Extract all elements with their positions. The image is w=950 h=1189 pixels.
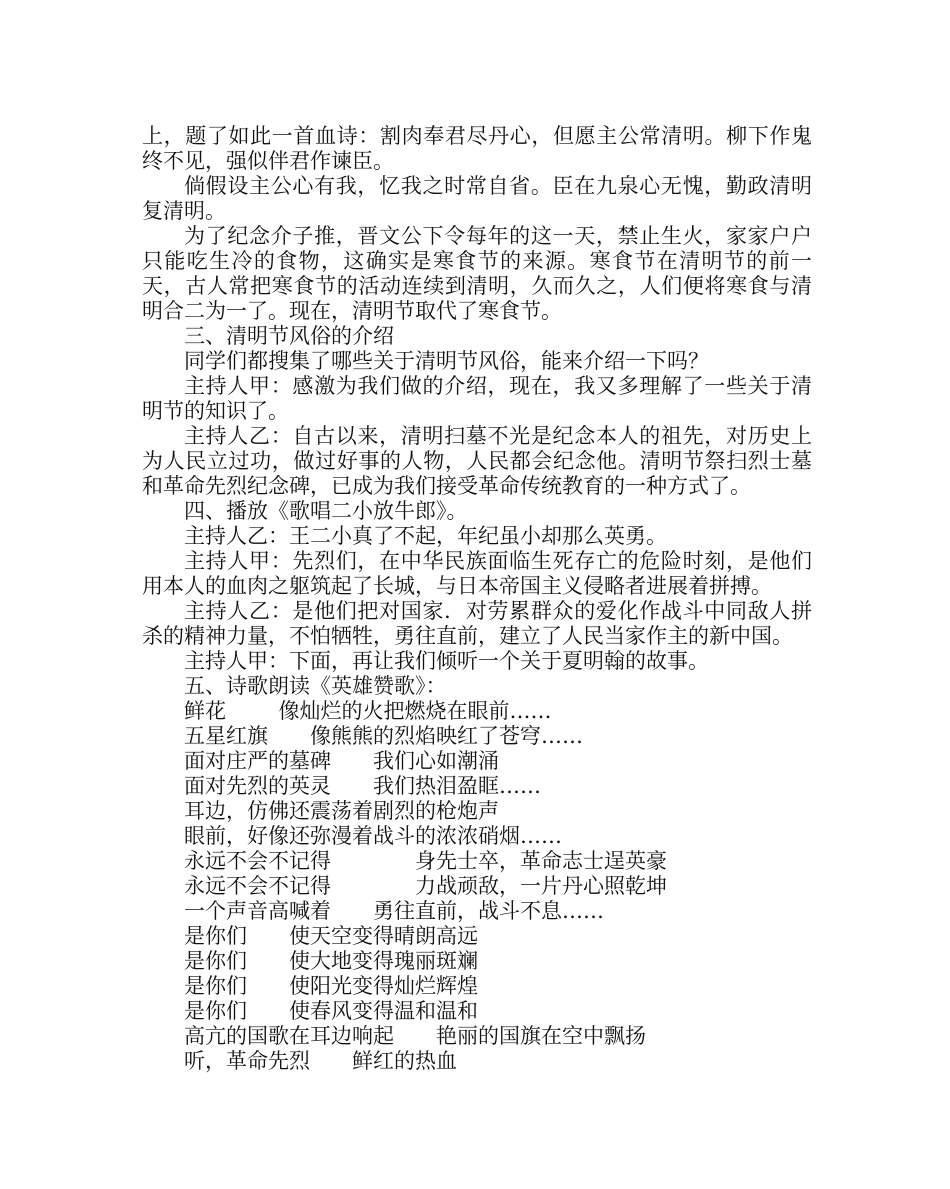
paragraph: 主持人甲：下面，再让我们倾听一个关于夏明翰的故事。 [184,649,709,673]
poem-line [142,899,812,924]
prose-section [142,124,812,699]
poem-line-first-part: 永远不会不记得 [184,874,331,898]
paragraph: 为了纪念介子推，晋文公下令每年的这一天，禁止生火，家家户户只能吃生冷的食物，这确实是寒食节的来源。寒食节在清明节的前一天，古人常把寒食节的活动连续到清明，久而久之，人们便将寒食与清明合二为一了。现在，清明节取代了寒食节。 [142,224,812,323]
poem-line [142,1024,812,1049]
poem-line [142,699,812,724]
poem-line-first-part: 耳边，仿佛还震荡着剧烈的枪炮声 [184,799,499,823]
poem-line [142,874,812,899]
poem-line-first-part: 面对庄严的墓碑 [184,749,331,773]
poem-line-first-part: 听，革命先烈 [184,1049,310,1073]
poem-line-first-part: 是你们 [184,974,247,998]
poem-line-first-part: 永远不会不记得 [184,849,331,873]
paragraph: 主持人乙：王二小真了不起，年纪虽小却那么英勇。 [184,524,667,548]
poem-line-first-part: 是你们 [184,949,247,973]
poem-line [142,949,812,974]
poem-line [142,1049,812,1074]
poem-line [142,799,812,824]
poem-line-second-part: 像灿烂的火把燃烧在眼前…… [278,699,552,723]
poem-line [142,999,812,1024]
poem-line-second-part: 鲜红的热血 [352,1049,457,1073]
poem-section [142,699,812,1074]
paragraph: 同学们都搜集了哪些关于清明节风俗，能来介绍一下吗？ [184,349,709,373]
poem-line-first-part: 是你们 [184,999,247,1023]
poem-line-second-part: 我们热泪盈眶…… [373,774,541,798]
document-page [142,124,812,1074]
poem-line-first-part: 是你们 [184,924,247,948]
paragraph: 倘假设主公心有我，忆我之时常自省。臣在九泉心无愧，勤政清明复清明。 [142,174,812,223]
poem-line-second-part: 使阳光变得灿烂辉煌 [289,974,478,998]
paragraph: 五、诗歌朗读《英雄赞歌》： [184,674,447,698]
poem-line-first-part: 面对先烈的英灵 [184,774,331,798]
poem-line-second-part: 艳丽的国旗在空中飘扬 [436,1024,646,1048]
poem-line-second-part: 勇往直前，战斗不息…… [373,899,604,923]
poem-line [142,924,812,949]
poem-line [142,824,812,849]
paragraph: 主持人乙：自古以来，清明扫墓不光是纪念本人的祖先，对历史上为人民立过功，做过好事的人物，人民都会纪念他。清明节祭扫烈士墓和革命先烈纪念碑，已成为我们接受革命传统教育的一种方式了。 [142,424,812,498]
poem-line [142,774,812,799]
poem-line-second-part: 使天空变得晴朗高远 [289,924,478,948]
paragraph: 上，题了如此一首血诗：割肉奉君尽丹心，但愿主公常清明。柳下作鬼终不见，强似伴君作谏臣。 [142,124,812,173]
poem-line-first-part: 五星红旗 [184,724,268,748]
paragraph: 四、播放《歌唱二小放牛郎》。 [184,499,468,523]
paragraph: 主持人乙：是他们把对国家．对劳累群众的爱化作战斗中同敌人拼杀的精神力量，不怕牺牲，勇往直前，建立了人民当家作主的新中国。 [142,599,812,648]
paragraph: 三、清明节风俗的介绍 [184,324,394,348]
poem-line-second-part: 使大地变得瑰丽斑斓 [289,949,478,973]
poem-line [142,974,812,999]
poem-line-second-part: 使春风变得温和温和 [289,999,478,1023]
poem-line [142,749,812,774]
poem-line-second-part: 我们心如潮涌 [373,749,499,773]
poem-line-first-part: 一个声音高喊着 [184,899,331,923]
poem-line-first-part: 鲜花 [184,699,226,723]
paragraph: 主持人甲：感激为我们做的介绍，现在，我又多理解了一些关于清明节的知识了。 [142,374,812,423]
poem-line-first-part: 眼前，好像还弥漫着战斗的浓浓硝烟…… [184,824,562,848]
paragraph: 主持人甲：先烈们，在中华民族面临生死存亡的危险时刻，是他们用本人的血肉之躯筑起了长城，与日本帝国主义侵略者进展着拼搏。 [142,549,812,598]
poem-line-first-part: 高亢的国歌在耳边响起 [184,1024,394,1048]
poem-line [142,724,812,749]
poem-line-second-part: 身先士卒，革命志士逞英豪 [415,849,667,873]
poem-line-second-part: 像熊熊的烈焰映红了苍穹…… [310,724,583,748]
poem-line-second-part: 力战顽敌，一片丹心照乾坤 [415,874,667,898]
poem-line [142,849,812,874]
